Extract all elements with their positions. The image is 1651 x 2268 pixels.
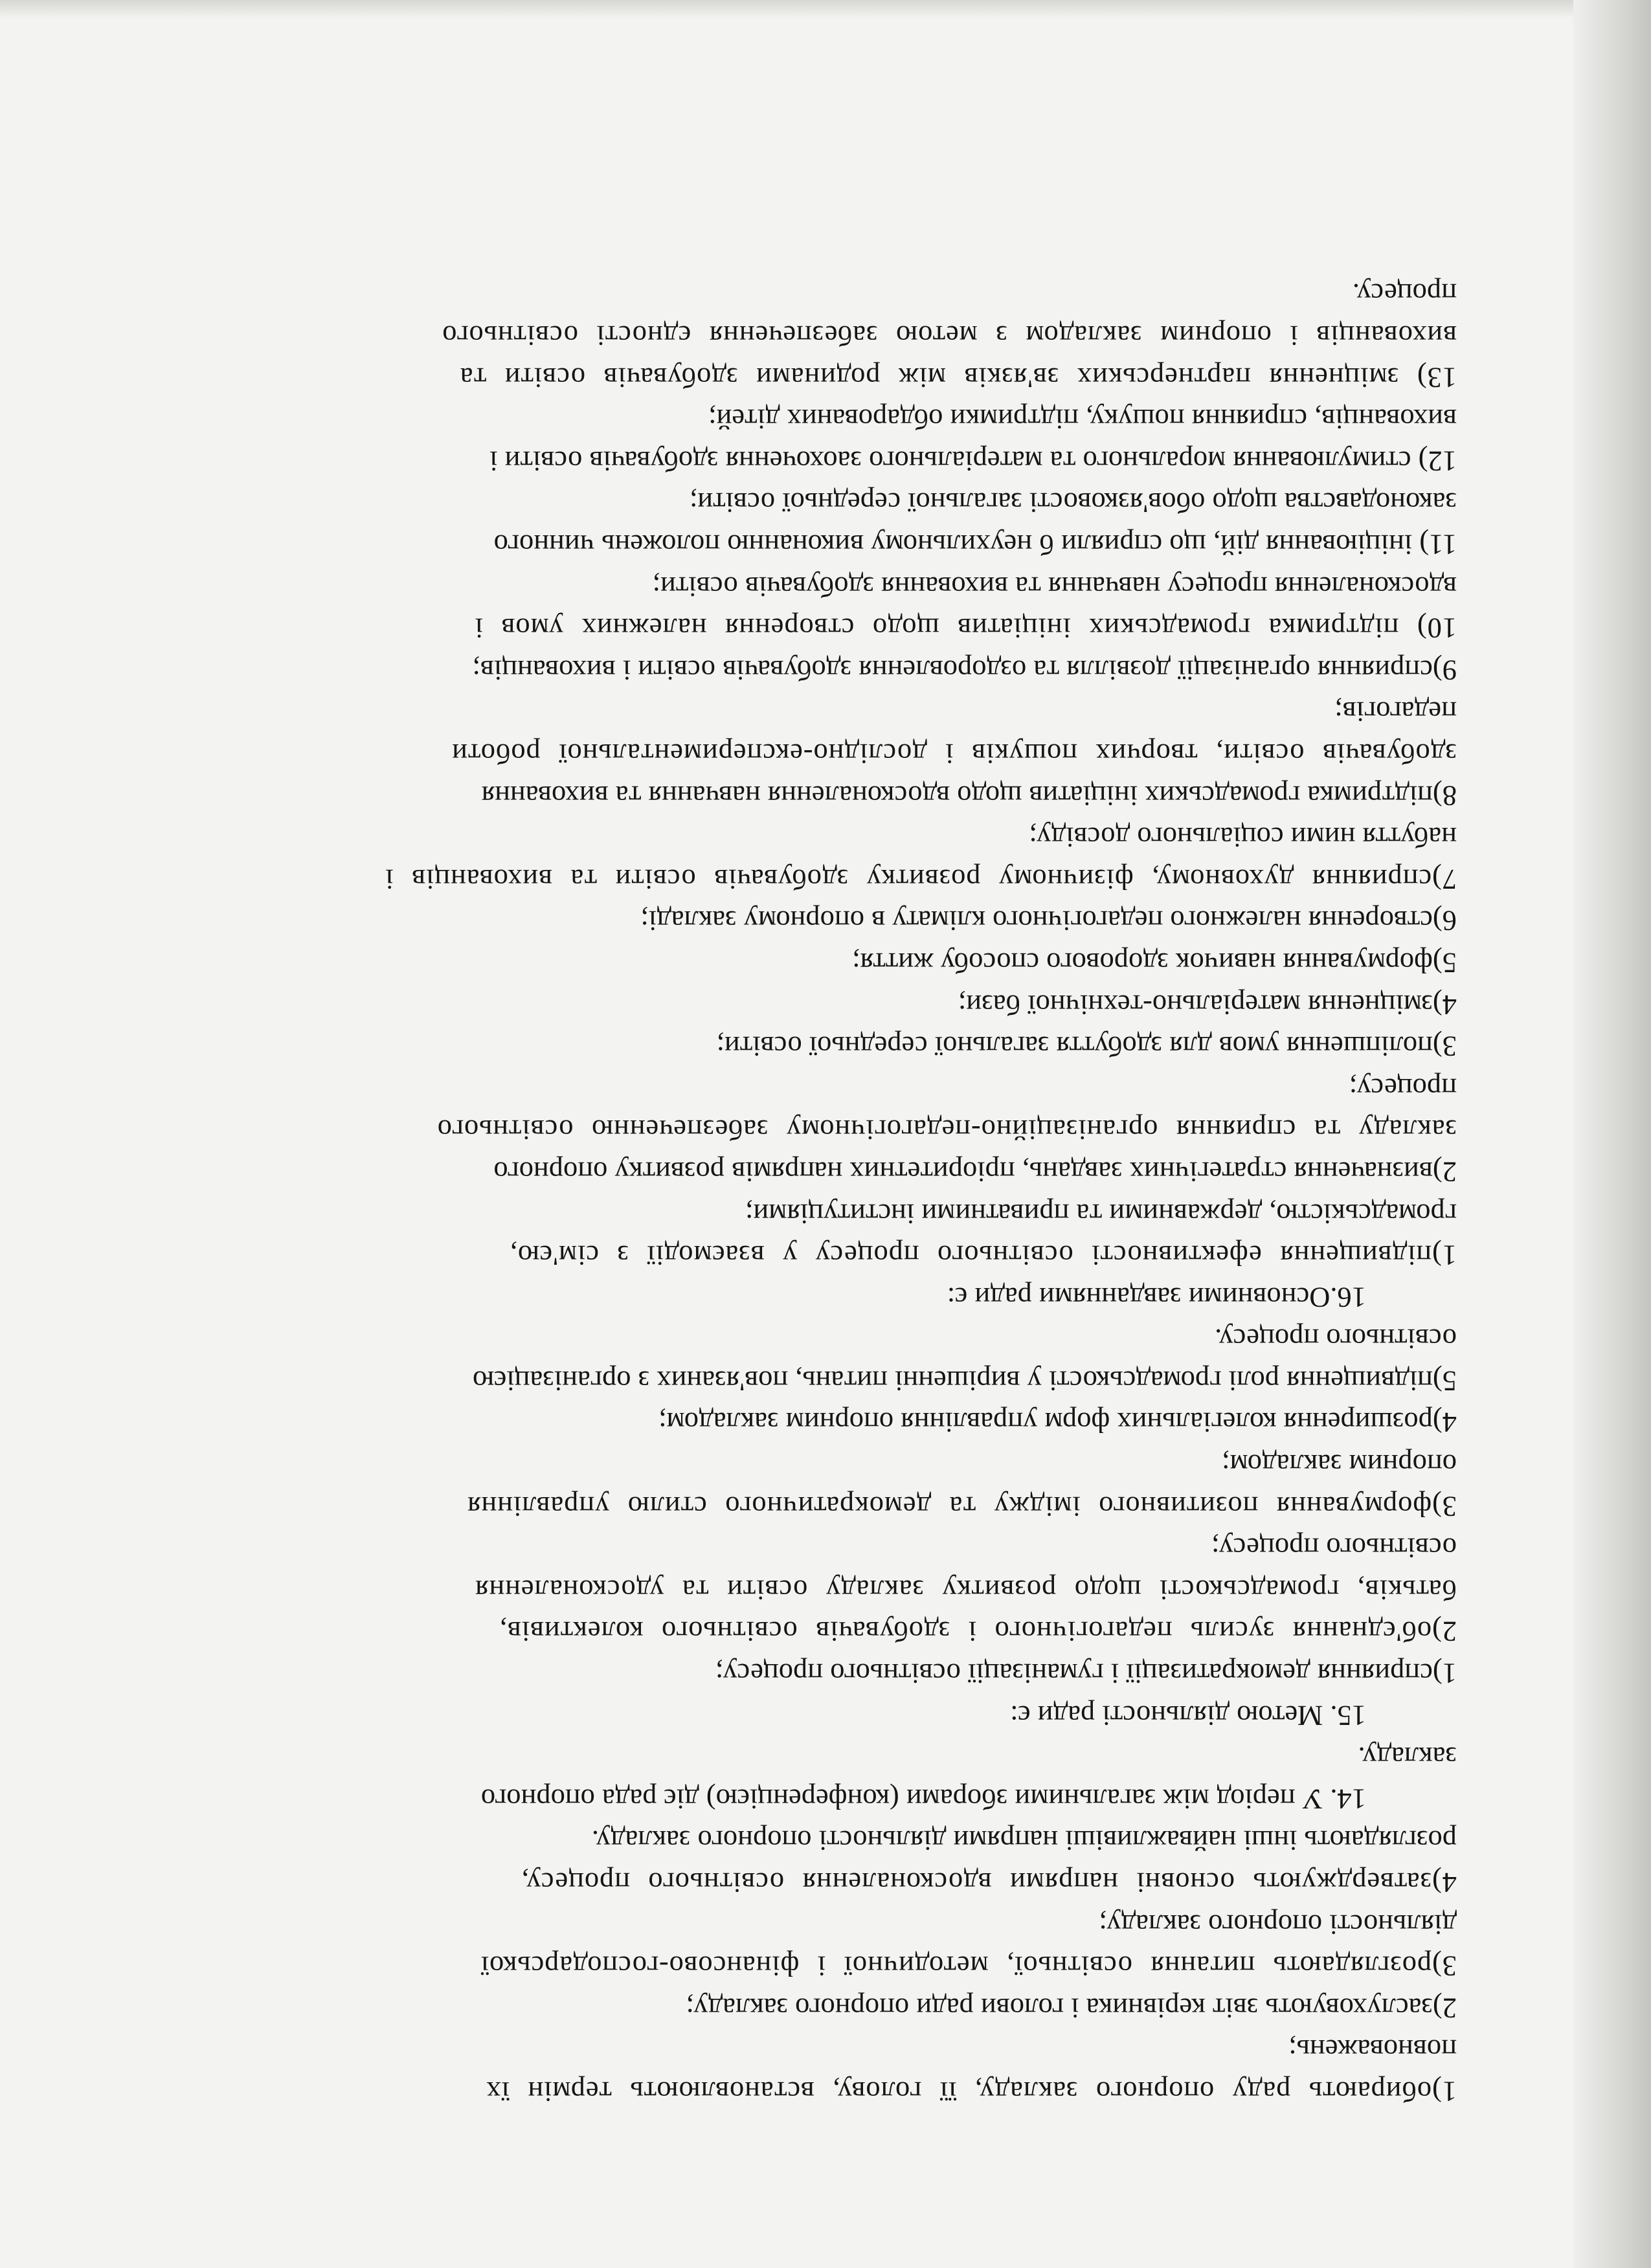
text-line: 3)формування позитивного іміджу та демократичного стилю управління xyxy=(467,1490,1457,1523)
text-line: педагогів; xyxy=(1334,696,1457,729)
text-line: 4)зміцнення матеріально-технічної бази; xyxy=(958,988,1457,1021)
section-heading-16: 16.Основними завданнями ради є: xyxy=(947,1281,1366,1314)
text-line: діяльності опорного закладу; xyxy=(1099,1908,1457,1941)
text-line: батьків, громадськості щодо розвитку закладу освіти та удосконалення xyxy=(475,1573,1457,1606)
text-line: закладу. xyxy=(1358,1741,1457,1774)
text-line: вихованців, сприяння пошуку, підтримки обдарованих дітей; xyxy=(708,403,1457,436)
section-heading-15: 15. Метою діяльності ради є: xyxy=(1010,1699,1366,1732)
text-line: 2)об'єднання зусиль педагогічного і здобувачів освітнього колективів, xyxy=(499,1616,1457,1649)
text-line: вдосконалення процесу навчання та виховання здобувачів освіти; xyxy=(652,570,1457,603)
text-line: громадськістю, державними та приватними інституціями; xyxy=(745,1197,1457,1230)
text-line: 13) зміцнення партнерських зв'язків між родинами здобувачів освіти та xyxy=(459,361,1457,394)
text-line: 11) ініціювання дій, що сприяли б неухильному виконанню положень чинного xyxy=(493,529,1457,562)
text-line: 4)затверджують основні напрями вдосконалення освітнього процесу, xyxy=(521,1867,1457,1900)
text-line: процесу. xyxy=(1352,278,1457,311)
text-line: 6)створення належного педагогічного клімату в опорному закладі; xyxy=(640,905,1457,938)
text-line: 1)підвищення ефективності освітнього процесу у взаємодії з сім'єю, xyxy=(509,1240,1457,1273)
text-line: законодавства щодо обов'язковості загальної середньої освіти; xyxy=(689,487,1457,520)
text-line: 10) підтримка громадських ініціатив щодо створення належних умов і xyxy=(474,612,1457,645)
text-line: 2)визначення стратегічних завдань, пріоритетних напрямів розвитку опорного xyxy=(493,1155,1457,1188)
document-body xyxy=(104,273,1457,2113)
text-line: повноважень; xyxy=(1288,2034,1457,2067)
text-line: 3)розглядають питання освітньої, методичної і фінансово-господарської xyxy=(480,1950,1457,1983)
text-line: закладу та сприяння організаційно-педагогічному забезпеченню освітнього xyxy=(436,1114,1457,1147)
text-line: 3)поліпшення умов для здобуття загальної середньої освіти; xyxy=(716,1030,1457,1063)
text-line: здобувачів освіти, творчих пошуків і дослідно-експериментальної роботи xyxy=(451,738,1457,770)
text-line: 9)сприяння організації дозвілля та оздоровлення здобувачів освіти і вихованців; xyxy=(472,654,1457,687)
text-line: 12) стимулювання морального та матеріального заохочення здобувачів освіти і xyxy=(489,445,1457,478)
text-line: вихованців і опорним закладом з метою забезпечення єдності освітнього xyxy=(442,320,1457,353)
text-line: опорним закладом; xyxy=(1222,1449,1457,1482)
text-line: 4)розширення колегіальних форм управління опорним закладом; xyxy=(658,1406,1457,1440)
text-line: освітнього процесу; xyxy=(1211,1532,1457,1565)
text-line: розглядають інші найважливіші напрями діяльності опорного закладу. xyxy=(591,1825,1457,1858)
text-line: 1)обирають раду опорного закладу, її голову, встановлюють термін їх xyxy=(486,2076,1457,2108)
text-line: процесу; xyxy=(1349,1072,1457,1105)
text-line: 1)сприяння демократизації і гуманізації освітнього процесу; xyxy=(715,1658,1457,1691)
text-line: освітнього процесу. xyxy=(1215,1323,1457,1356)
text-line: 5)підвищення ролі громадськості у вирішенні питань, пов'язаних з організацією xyxy=(473,1364,1457,1397)
text-line: 2)заслуховують звіт керівника і голови ради опорного закладу; xyxy=(686,1992,1457,2025)
text-line: набуття ними соціального досвіду; xyxy=(1029,821,1457,854)
section-heading-14: 14. У період між загальними зборами (конференцією) діє рада опорного xyxy=(480,1783,1366,1816)
text-line: 5)формування навичок здорового способу життя; xyxy=(852,946,1457,979)
text-line: 7)сприяння духовному, фізичному розвитку здобувачів освіти та вихованців і xyxy=(385,863,1457,896)
text-line: 8)підтримка громадських ініціатив щодо вдосконалення навчання та виховання xyxy=(481,779,1457,812)
